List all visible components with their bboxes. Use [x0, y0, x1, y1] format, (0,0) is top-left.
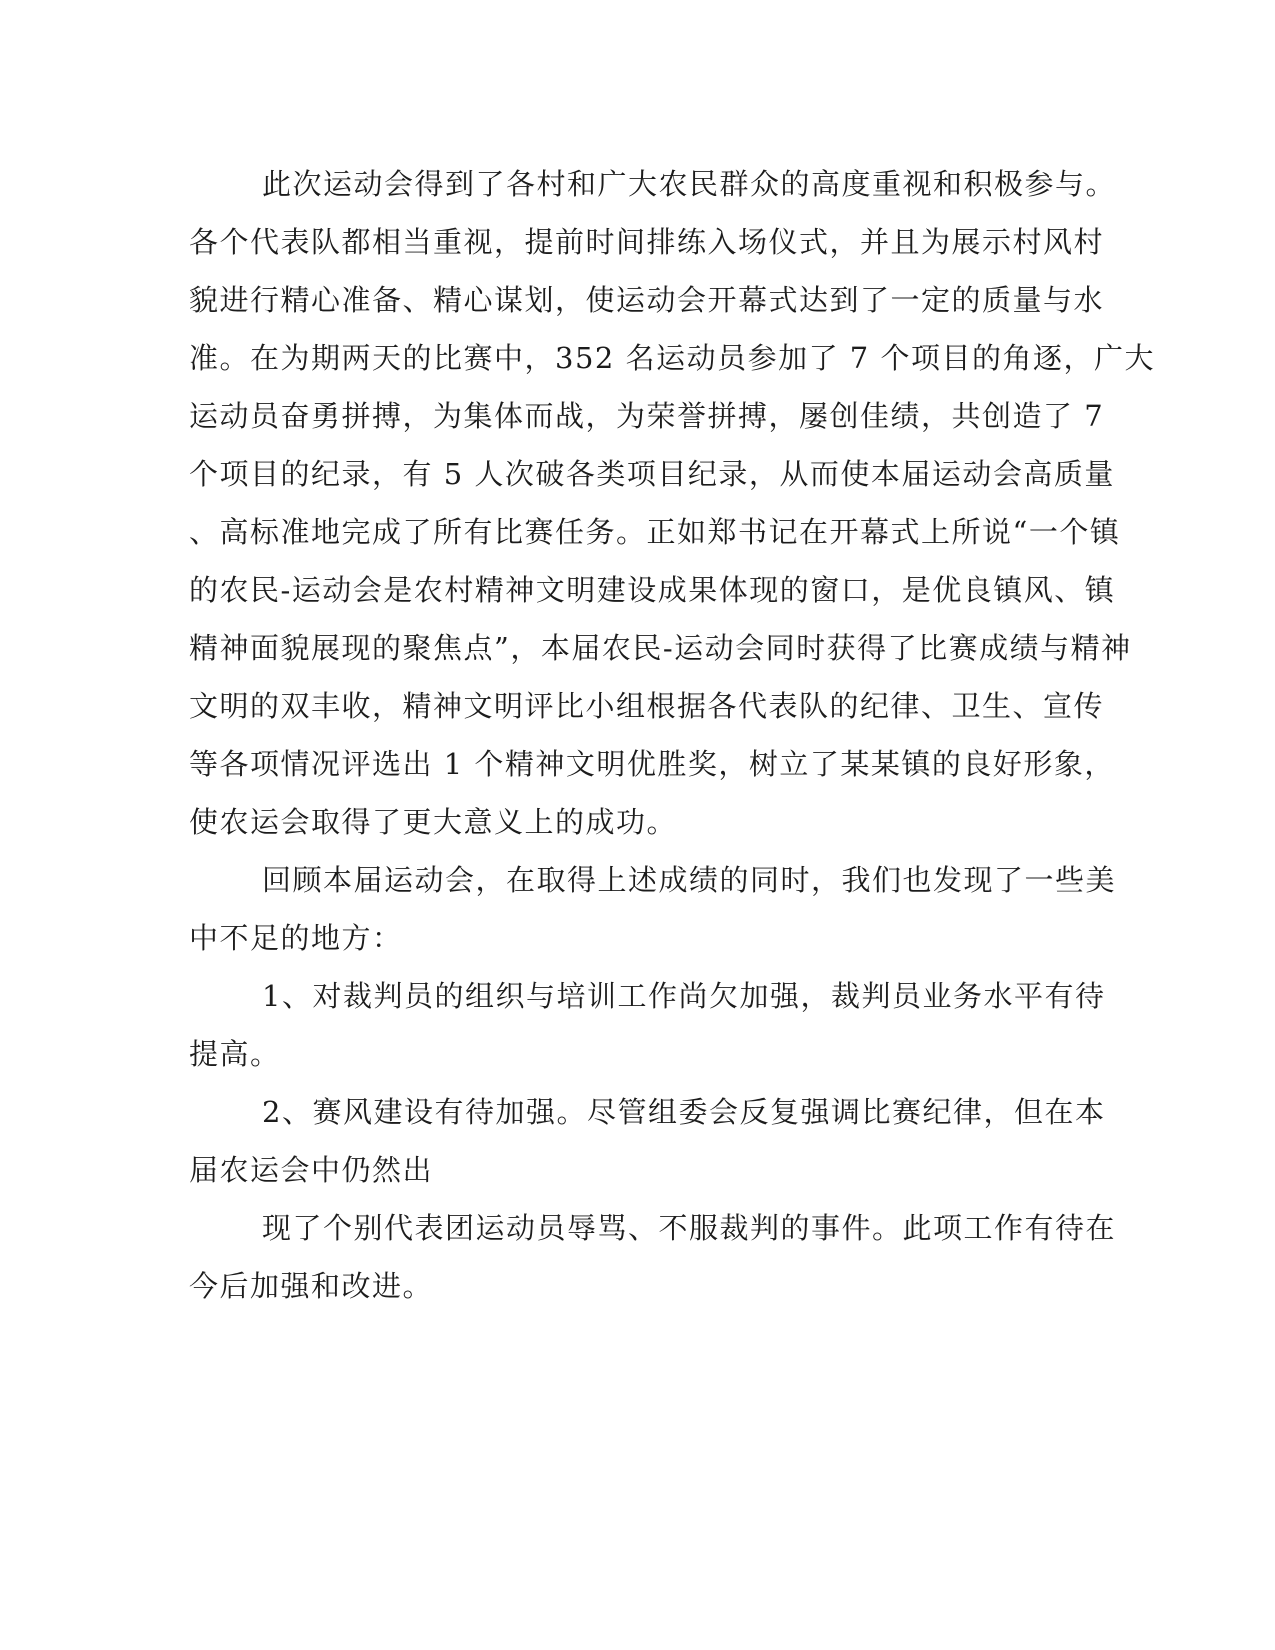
text-line: 文明的双丰收，精神文明评比小组根据各代表队的纪律、卫生、宣传 — [189, 689, 1105, 723]
text-line: 今后加强和改进。 — [189, 1269, 434, 1303]
text-line: 届农运会中仍然出 — [189, 1153, 434, 1187]
text-line: 1、对裁判员的组织与培训工作尚欠加强，裁判员业务水平有待 — [262, 979, 1106, 1013]
text-line: 2、赛风建设有待加强。尽管组委会反复强调比赛纪律，但在本 — [262, 1095, 1106, 1129]
text-line: 提高。 — [189, 1037, 281, 1071]
text-line: 精神面貌展现的聚焦点”，本届农民-运动会同时获得了比赛成绩与精神 — [189, 631, 1132, 665]
text-line: 运动员奋勇拼搏，为集体而战，为荣誉拼搏，屡创佳绩，共创造了 7 — [189, 399, 1105, 433]
text-line: 各个代表队都相当重视，提前时间排练入场仪式，并且为展示村风村 — [189, 225, 1105, 259]
text-line: 准。在为期两天的比赛中，352 名运动员参加了 7 个项目的角逐，广大 — [189, 341, 1155, 375]
text-line: 等各项情况评选出 1 个精神文明优胜奖，树立了某某镇的良好形象， — [189, 747, 1115, 781]
text-line: 回顾本届运动会，在取得上述成绩的同时，我们也发现了一些美 — [262, 863, 1117, 897]
text-line: 貌进行精心准备、精心谋划，使运动会开幕式达到了一定的质量与水 — [189, 283, 1105, 317]
text-line: 使农运会取得了更大意义上的成功。 — [189, 805, 678, 839]
text-line: 此次运动会得到了各村和广大农民群众的高度重视和积极参与。 — [262, 167, 1117, 201]
text-line: 现了个别代表团运动员辱骂、不服裁判的事件。此项工作有待在 — [262, 1211, 1117, 1245]
text-line: 的农民-运动会是农村精神文明建设成果体现的窗口，是优良镇风、镇 — [189, 573, 1116, 607]
text-line: 、高标准地完成了所有比赛任务。正如郑书记在开幕式上所说“一个镇 — [189, 515, 1121, 549]
text-line: 个项目的纪录，有 5 人次破各类项目纪录，从而使本届运动会高质量 — [189, 457, 1115, 491]
text-line: 中不足的地方： — [189, 921, 403, 955]
